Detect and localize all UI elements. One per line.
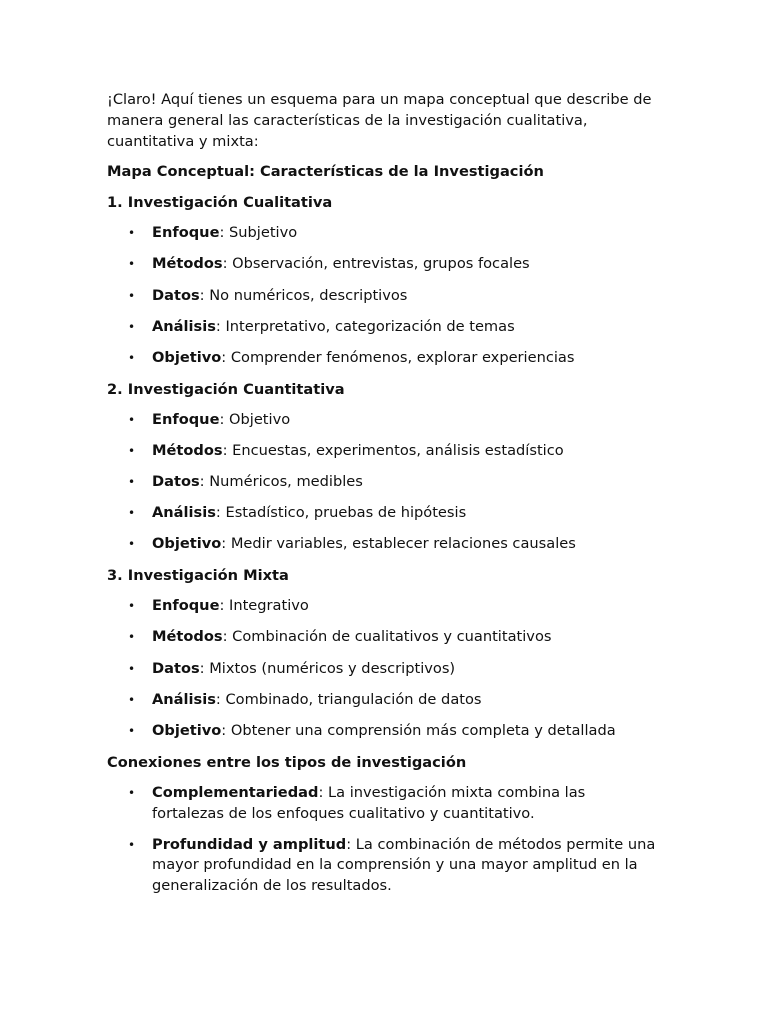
bullet-icon: • bbox=[128, 599, 136, 614]
item-term: Enfoque bbox=[152, 410, 220, 428]
item-description: : Mixtos (numéricos y descriptivos) bbox=[199, 659, 456, 677]
item-description: : Comprender fenómenos, explorar experiencias bbox=[221, 348, 575, 366]
bullet-icon: • bbox=[128, 226, 136, 241]
list-item bbox=[107, 472, 657, 493]
section-list bbox=[107, 223, 657, 368]
map-title: Mapa Conceptual: Características de la Investigación bbox=[107, 163, 544, 181]
section-list bbox=[107, 783, 657, 897]
item-term: Enfoque bbox=[152, 597, 220, 615]
list-item bbox=[107, 348, 657, 369]
item-term: Complementariedad bbox=[152, 783, 319, 801]
bullet-icon: • bbox=[128, 350, 136, 365]
bullet-icon: • bbox=[128, 630, 136, 645]
bullet-icon: • bbox=[128, 319, 136, 334]
bullet-icon: • bbox=[128, 288, 136, 303]
item-description: : Numéricos, medibles bbox=[199, 473, 363, 491]
item-description: : Interpretativo, categorización de temas bbox=[215, 317, 515, 335]
item-term: Análisis bbox=[152, 504, 216, 522]
bullet-icon: • bbox=[128, 257, 136, 272]
item-description: : Observación, entrevistas, grupos focales bbox=[222, 255, 530, 273]
list-item bbox=[107, 503, 657, 524]
item-term: Métodos bbox=[152, 255, 223, 273]
bullet-icon: • bbox=[128, 661, 136, 676]
bullet-icon: • bbox=[128, 475, 136, 490]
list-item bbox=[107, 690, 657, 711]
list-item bbox=[107, 596, 657, 617]
item-term: Métodos bbox=[152, 441, 223, 459]
section-list bbox=[107, 596, 657, 741]
item-description: : Combinación de cualitativos y cuantitativos bbox=[222, 628, 552, 646]
list-item bbox=[107, 223, 657, 244]
list-item bbox=[107, 286, 657, 307]
section-heading: Conexiones entre los tipos de investigación bbox=[107, 753, 467, 771]
item-description: : Objetivo bbox=[219, 410, 291, 428]
list-item bbox=[107, 534, 657, 555]
item-term: Enfoque bbox=[152, 224, 220, 242]
item-description: : Integrativo bbox=[219, 597, 309, 615]
list-item bbox=[107, 254, 657, 275]
list-item bbox=[107, 835, 657, 897]
bullet-icon: • bbox=[128, 723, 136, 738]
bullet-icon: • bbox=[128, 443, 136, 458]
section-list bbox=[107, 410, 657, 555]
bullet-icon: • bbox=[128, 506, 136, 521]
list-item bbox=[107, 721, 657, 742]
item-term: Análisis bbox=[152, 317, 216, 335]
bullet-icon: • bbox=[128, 692, 136, 707]
item-term: Análisis bbox=[152, 690, 216, 708]
item-description: : Combinado, triangulación de datos bbox=[215, 690, 482, 708]
item-term: Datos bbox=[152, 473, 200, 491]
bullet-icon: • bbox=[128, 537, 136, 552]
item-description: : No numéricos, descriptivos bbox=[199, 286, 408, 304]
item-term: Datos bbox=[152, 286, 200, 304]
list-item bbox=[107, 659, 657, 680]
sections-container bbox=[107, 192, 657, 897]
list-item bbox=[107, 783, 657, 825]
section-heading: 3. Investigación Mixta bbox=[107, 567, 289, 585]
item-description: : Encuestas, experimentos, análisis estadístico bbox=[222, 441, 564, 459]
item-term: Objetivo bbox=[152, 535, 222, 553]
bullet-icon: • bbox=[128, 412, 136, 427]
item-term: Datos bbox=[152, 659, 200, 677]
item-description: : Obtener una comprensión más completa y detallada bbox=[221, 721, 616, 739]
item-term: Profundidad y amplitud bbox=[152, 835, 347, 853]
list-item bbox=[107, 317, 657, 338]
bullet-icon: • bbox=[128, 837, 136, 852]
item-description: : Subjetivo bbox=[219, 224, 298, 242]
list-item bbox=[107, 441, 657, 462]
item-description: : La combinación de métodos permite una mayor profundidad en la comprensión y una mayor amplitud en la generalización de los resultados. bbox=[152, 835, 656, 895]
item-description: : Medir variables, establecer relaciones causales bbox=[221, 535, 576, 553]
section-heading: 2. Investigación Cuantitativa bbox=[107, 380, 345, 398]
item-term: Objetivo bbox=[152, 348, 222, 366]
list-item bbox=[107, 627, 657, 648]
document-body bbox=[107, 90, 657, 907]
bullet-icon: • bbox=[128, 785, 136, 800]
item-description: : La investigación mixta combina las fortalezas de los enfoques cualitativo y cuantitativo. bbox=[152, 783, 586, 822]
section-heading: 1. Investigación Cualitativa bbox=[107, 194, 333, 212]
item-term: Objetivo bbox=[152, 721, 222, 739]
item-term: Métodos bbox=[152, 628, 223, 646]
intro-paragraph: ¡Claro! Aquí tienes un esquema para un mapa conceptual que describe de manera general las características de la investigación cualitativa, cuantitativa y mixta: bbox=[107, 91, 652, 150]
list-item bbox=[107, 410, 657, 431]
item-description: : Estadístico, pruebas de hipótesis bbox=[215, 504, 467, 522]
